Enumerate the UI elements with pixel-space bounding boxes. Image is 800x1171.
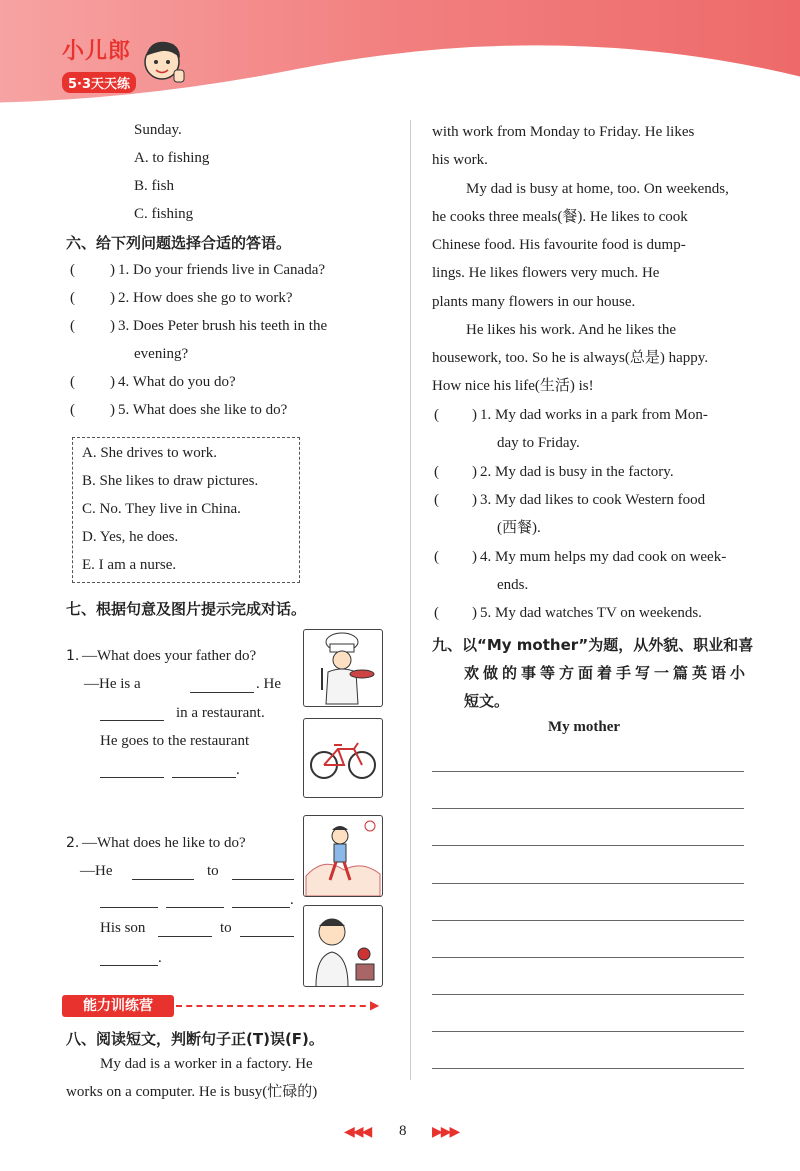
s7-q2-blank7[interactable] xyxy=(240,922,294,937)
passage-line: lings. He likes flowers very much. He xyxy=(432,265,660,281)
passage-line: How nice his life(生活) is! xyxy=(432,378,594,394)
tf-item-1: 1. My dad works in a park from Mon- xyxy=(480,407,708,423)
s7-q2-blank8[interactable] xyxy=(100,951,158,966)
chef-icon xyxy=(304,630,382,706)
answer-d: D. Yes, he does. xyxy=(82,529,179,545)
s7-q1-num: 1. xyxy=(66,648,80,664)
s7-q2-line4a: His son xyxy=(100,920,146,936)
s6-paren-open: ( xyxy=(70,262,75,278)
s6-paren-open: ( xyxy=(70,318,75,334)
writing-line[interactable] xyxy=(432,957,744,958)
essay-title: My mother xyxy=(548,719,621,735)
s7-q2-blank3[interactable] xyxy=(100,893,158,908)
section9-title-line1: 九、以“My mother”为题，从外貌、职业和喜 xyxy=(432,636,754,654)
s6-q2: 2. How does she go to work? xyxy=(118,290,293,306)
writing-line[interactable] xyxy=(432,1031,744,1032)
banner-arrow-icon: ▶ xyxy=(370,998,380,1012)
s7-q2-line2a: —He xyxy=(80,863,113,879)
page-number: 8 xyxy=(399,1123,407,1139)
s7-q2-line1: —What does he like to do? xyxy=(82,835,246,851)
passage-line: plants many flowers in our house. xyxy=(432,294,636,310)
tf-paren-open: ( xyxy=(434,549,439,565)
s7-q2-blank5[interactable] xyxy=(232,893,290,908)
tf-paren-close[interactable]: ) xyxy=(472,549,477,565)
gardening-picture xyxy=(303,905,383,987)
s8-passage-line2: works on a computer. He is busy(忙碌的) xyxy=(66,1084,318,1100)
s6-paren-open: ( xyxy=(70,290,75,306)
tf-paren-open: ( xyxy=(434,464,439,480)
s6-paren-open: ( xyxy=(70,374,75,390)
s7-q1-blank1[interactable] xyxy=(190,678,254,693)
s7-q2-line2b: to xyxy=(207,863,219,879)
writing-line[interactable] xyxy=(432,1068,744,1069)
chef-picture xyxy=(303,629,383,707)
tf-paren-close[interactable]: ) xyxy=(472,492,477,508)
section6-title: 六、给下列问题选择合适的答语。 xyxy=(66,234,292,252)
option-b: B. fish xyxy=(134,178,175,194)
passage-line: he cooks three meals(餐). He likes to cook xyxy=(432,209,688,225)
s7-q2-blank2[interactable] xyxy=(232,865,294,880)
s7-q2-end1: . xyxy=(290,892,294,908)
passage-line: housework, too. So he is always(总是) happy. xyxy=(432,350,709,366)
tf-paren-close[interactable]: ) xyxy=(472,407,477,423)
s6-paren-close[interactable]: ) xyxy=(110,290,115,306)
s6-q3: 3. Does Peter brush his teeth in the xyxy=(118,318,328,334)
writing-line[interactable] xyxy=(432,808,744,809)
s6-paren-close[interactable]: ) xyxy=(110,262,115,278)
ability-training-banner: 能力训练营 xyxy=(62,995,174,1017)
section9-title-line3: 短文。 xyxy=(464,692,510,710)
writing-line[interactable] xyxy=(432,845,744,846)
s6-q3-cont: evening? xyxy=(134,346,189,362)
tf-paren-open: ( xyxy=(434,492,439,508)
s7-q1-line1: —What does your father do? xyxy=(82,648,257,664)
s7-q2-blank4[interactable] xyxy=(166,893,224,908)
writing-line[interactable] xyxy=(432,771,744,772)
tf-item-4: 4. My mum helps my dad cook on week- xyxy=(480,549,727,565)
hiking-picture xyxy=(303,815,383,897)
s7-q1-blank3[interactable] xyxy=(100,763,164,778)
banner-dashed-line xyxy=(176,1005,376,1007)
tf-paren-close[interactable]: ) xyxy=(472,605,477,621)
s6-paren-close[interactable]: ) xyxy=(110,374,115,390)
brand-logo: 小儿郎 xyxy=(62,39,132,64)
next-arrows-icon: ▶▶▶ xyxy=(432,1124,459,1140)
prev-arrows-icon: ◀◀◀ xyxy=(344,1124,371,1140)
answer-c: C. No. They live in China. xyxy=(82,501,241,517)
column-divider xyxy=(410,120,411,1080)
s6-q4: 4. What do you do? xyxy=(118,374,236,390)
writing-line[interactable] xyxy=(432,883,744,884)
s7-q2-num: 2. xyxy=(66,835,80,851)
option-a: A. to fishing xyxy=(134,150,210,166)
option-c: C. fishing xyxy=(134,206,194,222)
bike-picture xyxy=(303,718,383,798)
tf-paren-close[interactable]: ) xyxy=(472,464,477,480)
passage-line: He likes his work. And he likes the xyxy=(466,322,676,338)
s6-paren-close[interactable]: ) xyxy=(110,402,115,418)
tf-item-1-cont: day to Friday. xyxy=(497,435,580,451)
s7-q1-blank2[interactable] xyxy=(100,706,164,721)
passage-line: his work. xyxy=(432,152,488,168)
s7-q2-blank6[interactable] xyxy=(158,922,212,937)
section9-title-line2: 欢做的事等方面着手写一篇英语小 xyxy=(464,664,750,682)
answer-b: B. She likes to draw pictures. xyxy=(82,473,259,489)
tf-item-5: 5. My dad watches TV on weekends. xyxy=(480,605,702,621)
section8-title: 八、阅读短文，判断句子正(T)误(F)。 xyxy=(66,1030,324,1048)
s7-q2-line4b: to xyxy=(220,920,232,936)
mascot-boy-icon xyxy=(140,38,188,90)
tf-paren-open: ( xyxy=(434,605,439,621)
s7-q1-line4: He goes to the restaurant xyxy=(100,733,250,749)
tf-item-3: 3. My dad likes to cook Western food xyxy=(480,492,706,508)
s7-q1-line2b: . He xyxy=(256,676,281,692)
s8-passage-line1: My dad is a worker in a factory. He xyxy=(100,1056,313,1072)
tf-item-2: 2. My dad is busy in the factory. xyxy=(480,464,674,480)
section7-title: 七、根据句意及图片提示完成对话。 xyxy=(66,600,307,618)
s6-q1: 1. Do your friends live in Canada? xyxy=(118,262,326,278)
q5-stem-end: Sunday. xyxy=(134,122,182,138)
answer-a: A. She drives to work. xyxy=(82,445,217,461)
boy-flower-icon xyxy=(304,906,382,986)
tf-paren-open: ( xyxy=(434,407,439,423)
s6-q5: 5. What does she like to do? xyxy=(118,402,288,418)
s6-paren-close[interactable]: ) xyxy=(110,318,115,334)
tf-item-4-cont: ends. xyxy=(497,577,529,593)
s7-q1-line3: in a restaurant. xyxy=(176,705,265,721)
tf-item-3-cont: (西餐). xyxy=(497,520,541,536)
walking-boy-icon xyxy=(304,816,382,896)
s6-paren-open: ( xyxy=(70,402,75,418)
s7-q1-line2a: —He is a xyxy=(84,676,141,692)
s7-q1-blank4[interactable] xyxy=(172,763,236,778)
bicycle-icon xyxy=(304,719,382,797)
series-label: 5·3天天练 xyxy=(62,72,136,93)
s7-q2-end2: . xyxy=(158,950,162,966)
passage-line: Chinese food. His favourite food is dump- xyxy=(432,237,686,253)
s7-q2-blank1[interactable] xyxy=(132,865,194,880)
passage-line: with work from Monday to Friday. He likes xyxy=(432,124,695,140)
writing-line[interactable] xyxy=(432,994,744,995)
answer-e: E. I am a nurse. xyxy=(82,557,177,573)
writing-line[interactable] xyxy=(432,920,744,921)
passage-line: My dad is busy at home, too. On weekends, xyxy=(466,181,729,197)
s7-q1-end: . xyxy=(236,762,240,778)
